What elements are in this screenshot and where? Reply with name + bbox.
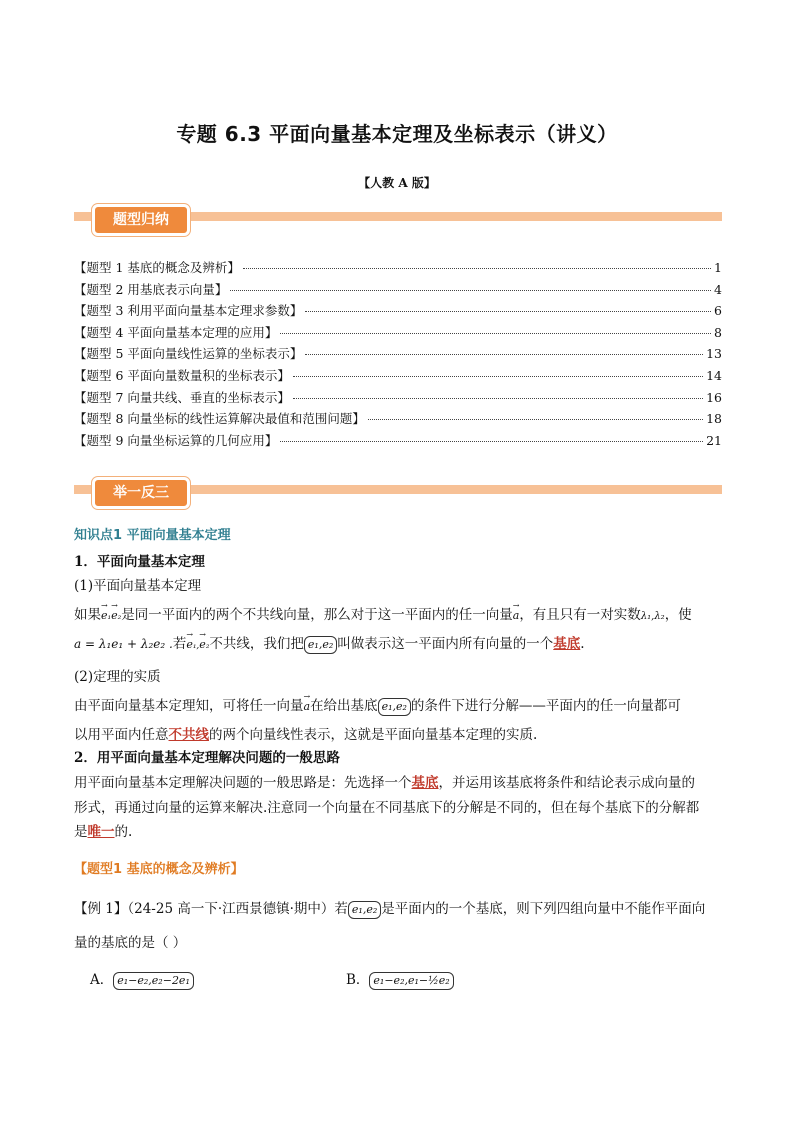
example-line: 【例 1】（24-25 高一下·江西景德镇·期中）若 e₁,e₂ 是平面内的一个基底，则下列四组向量中不能作平面向: [74, 901, 706, 917]
toc-item[interactable]: 【题型 1 基底的概念及辨析】 1: [74, 260, 722, 275]
option-a-expression: e₁−e₂,e₂−2e₁: [113, 972, 194, 990]
paragraph-line: 以用平面内任意不共线的两个向量线性表示，这就是平面向量基本定理的实质.: [74, 727, 538, 743]
paragraph-line: a = λ₁e₁ + λ₂e₂ .若→ e₁,→ e₂不共线，我们把 e₁,e₂ 叫做表示这一平面内所有向量的一个基底.: [74, 632, 722, 658]
example-line: 量的基底的是（ ）: [74, 935, 187, 951]
section-label: 举一反三: [92, 477, 190, 509]
option-a[interactable]: A． e₁−e₂,e₂−2e₁: [90, 968, 194, 990]
basis-symbol: e₁,e₂: [348, 901, 381, 919]
section-header-question-types: [74, 205, 722, 227]
basis-symbol: e₁,e₂: [378, 698, 411, 716]
basis-symbol: e₁,e₂: [304, 636, 337, 654]
toc-item[interactable]: 【题型 3 利用平面向量基本定理求参数】 6: [74, 303, 722, 319]
paragraph-line: 形式，再通过向量的运算来解决.注意同一个向量在不同基底下的分解是不同的，但在每个基底下的分解都: [74, 800, 700, 816]
toc-item[interactable]: 【题型 5 平面向量线性运算的坐标表示】 13: [74, 346, 722, 362]
toc-item[interactable]: 【题型 4 平面向量基本定理的应用】 8: [74, 324, 722, 340]
option-b-expression: e₁−e₂,e₁−½e₂: [369, 972, 453, 990]
equation: a = λ₁e₁ + λ₂e₂ .: [74, 637, 173, 651]
knowledge-point-title: 知识点1 平面向量基本定理: [74, 528, 231, 543]
paragraph-line: 用平面向量基本定理解决问题的一般思路是：先选择一个基底，并运用该基底将条件和结论表示成向量的: [74, 775, 695, 791]
question-type-header: 【题型1 基底的概念及辨析】: [74, 862, 244, 877]
toc-item[interactable]: 【题型 8 向量坐标的线性运算解决最值和范围问题】 18: [74, 411, 722, 427]
toc-item[interactable]: 【题型 6 平面向量数量积的坐标表示】 14: [74, 367, 722, 383]
heading-2: 2．用平面向量基本定理解决问题的一般思路: [74, 750, 340, 766]
subheading-1: (1)平面向量基本定理: [74, 578, 202, 594]
section-label: 题型归纳: [92, 204, 190, 236]
edition-label: 【人教 A 版】: [358, 176, 436, 190]
paragraph-line: 由平面向量基本定理知，可将任一向量→ a在给出基底 e₁,e₂ 的条件下进行分解——平面内的任一向量都可: [74, 694, 722, 719]
toc-item[interactable]: 【题型 2 用基底表示向量】 4: [74, 281, 722, 297]
option-b[interactable]: B． e₁−e₂,e₁−½e₂: [346, 968, 454, 990]
toc-item[interactable]: 【题型 9 向量坐标运算的几何应用】 21: [74, 432, 722, 448]
paragraph-line: 如果→ e₁→ e₂是同一平面内的两个不共线向量，那么对于这一平面内的任一向量→ a，有且只有一对实数λ₁,λ₂，使: [74, 603, 722, 629]
document-title: 专题 6.3 平面向量基本定理及坐标表示（讲义）: [176, 122, 618, 146]
subheading-2: (2)定理的实质: [74, 669, 161, 685]
toc-item[interactable]: 【题型 7 向量共线、垂直的坐标表示】 16: [74, 389, 722, 405]
section-header-practice: [74, 478, 722, 500]
heading-1: 1．平面向量基本定理: [74, 554, 205, 570]
paragraph-line: 是唯一的.: [74, 824, 133, 840]
table-of-contents: [74, 258, 722, 452]
